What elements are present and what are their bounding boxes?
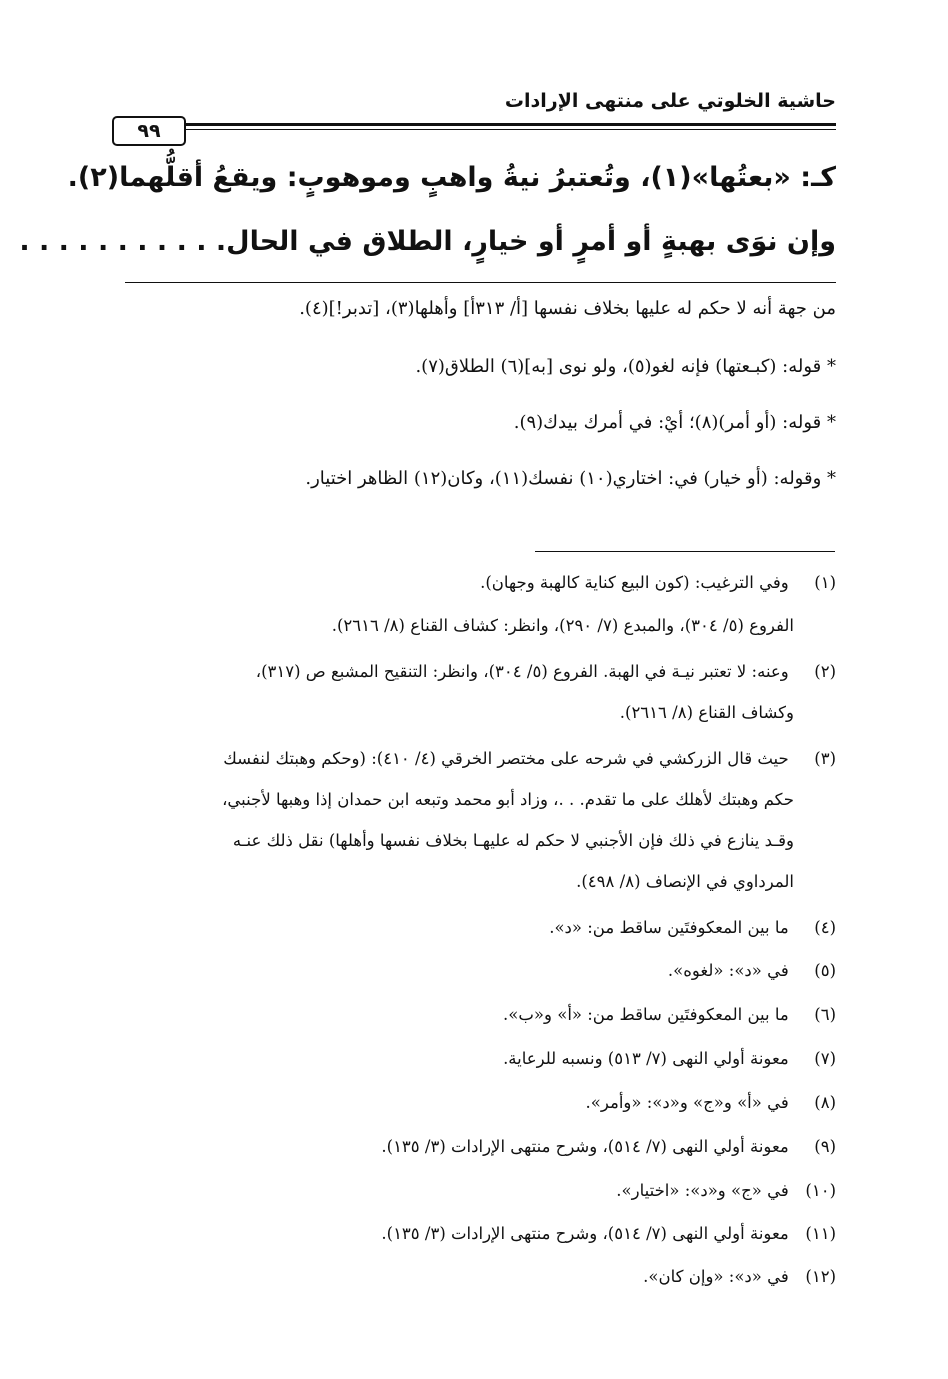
footnote-2-cont: وكشاف القناع (٨/ ٢٦١٦). [619, 703, 794, 722]
footnote-text: ما بين المعكوفتَين ساقط من: «د». [549, 918, 789, 937]
commentary-line-3: * قوله: (أو أمر)(٨)؛ أيْ: في أمرك بيدك(٩). [513, 412, 836, 433]
footnote-text: معونة أولي النهى (٧/ ٥١٤)، وشرح منتهى الإرادات (٣/ ١٣٥). [381, 1224, 789, 1243]
footnote-3-cont-3: المرداوي في الإنصاف (٨/ ٤٩٨). [576, 872, 794, 891]
footnote-3 [111, 749, 836, 768]
footnote-5 [111, 961, 836, 980]
main-text-divider [125, 282, 836, 283]
footnote-1-cont: الفروع (٥/ ٣٠٤)، والمبدع (٧/ ٢٩٠)، وانظر: كشاف القناع (٨/ ٢٦١٦). [331, 616, 794, 635]
footnote-number: (١١) [805, 1224, 836, 1243]
footnote-number: (١٠) [805, 1181, 836, 1200]
commentary-line-2: * قوله: (كبـعتها) فإنه لغو(٥)، ولو نوى [به](٦) الطلاق(٧). [415, 356, 836, 377]
footnote-text: حيث قال الزركشي في شرحه على مختصر الخرقي (٤/ ٤١٠): (وحكم وهبتك لنفسك [223, 749, 789, 768]
footnote-number: (٥) [814, 961, 836, 980]
running-header-title: حاشية الخلوتي على منتهى الإرادات [504, 90, 836, 112]
footnote-number: (٩) [814, 1137, 836, 1156]
commentary-line-1: من جهة أنه لا حكم له عليها بخلاف نفسها [أ/ ٣١٣أ] وأهلها(٣)، [تدبر!](٤). [299, 298, 836, 319]
main-text-line-2: وإن نوَى بهبةٍ أو أمرٍ أو خيارٍ، الطلاق في الحال. . . . . . . . . . . [19, 226, 836, 257]
page-number: ٩٩ [112, 116, 186, 146]
footnote-1 [111, 573, 836, 592]
footnote-number: (١) [814, 573, 836, 592]
footnote-text: معونة أولي النهى (٧/ ٥١٣) ونسبه للرعاية. [503, 1049, 789, 1068]
commentary-line-4: * وقوله: (أو خيار) في: اختاري(١٠) نفسك(١١)، وكان(١٢) الظاهر اختيار. [305, 468, 836, 489]
footnote-number: (٣) [814, 749, 836, 768]
footnote-text: ما بين المعكوفتَين ساقط من: «أ» و«ب». [503, 1005, 789, 1024]
main-text-line-1: كـ: «بعتُها»(١)، وتُعتبرُ نيةُ واهبٍ وموهوبٍ: ويقعُ أقلُّهما(٢). [67, 162, 836, 193]
footnote-text: في «د»: «لغوه». [667, 961, 789, 980]
footnote-7 [111, 1049, 836, 1068]
footnote-text: في «ج» و«د»: «اختيار». [616, 1181, 789, 1200]
footnote-number: (٧) [814, 1049, 836, 1068]
footnote-9 [111, 1137, 836, 1156]
footnote-number: (٤) [814, 918, 836, 937]
footnote-text: وعنه: لا تعتبر نيـة في الهبة. الفروع (٥/ ٣٠٤)، وانظر: التنقيح المشبع ص (٣١٧)، [255, 662, 789, 681]
footnote-number: (٨) [814, 1093, 836, 1112]
footnote-2 [111, 662, 836, 681]
footnote-6 [111, 1005, 836, 1024]
footnote-text: في «أ» و«ج» و«د»: «وأمر». [585, 1093, 789, 1112]
footnote-text: معونة أولي النهى (٧/ ٥١٤)، وشرح منتهى الإرادات (٣/ ١٣٥). [381, 1137, 789, 1156]
footnote-11 [111, 1224, 836, 1243]
footnote-12 [111, 1267, 836, 1286]
footnote-8 [111, 1093, 836, 1112]
footnote-number: (٦) [814, 1005, 836, 1024]
footnote-number: (٢) [814, 662, 836, 681]
footnote-4 [111, 918, 836, 937]
footnote-number: (١٢) [805, 1267, 836, 1286]
footnote-divider [535, 551, 835, 552]
footnote-3-cont-1: حكم وهبتك لأهلك على ما تقدم. . .، وزاد أبو محمد وتبعه ابن حمدان إذا وهبها لأجنبي، [222, 790, 794, 809]
footnote-10 [111, 1181, 836, 1200]
footnote-3-cont-2: وقـد ينازع في ذلك فإن الأجنبي لا حكم له عليهـا بخلاف نفسها وأهلها) نقل ذلك عنـه [232, 831, 794, 850]
footnote-text: وفي الترغيب: (كون البيع كناية كالهبة وجهان). [480, 573, 789, 592]
header-rule-thin [186, 129, 836, 130]
header-rule-thick [186, 123, 836, 126]
footnote-text: في «د»: «وإن كان». [643, 1267, 789, 1286]
